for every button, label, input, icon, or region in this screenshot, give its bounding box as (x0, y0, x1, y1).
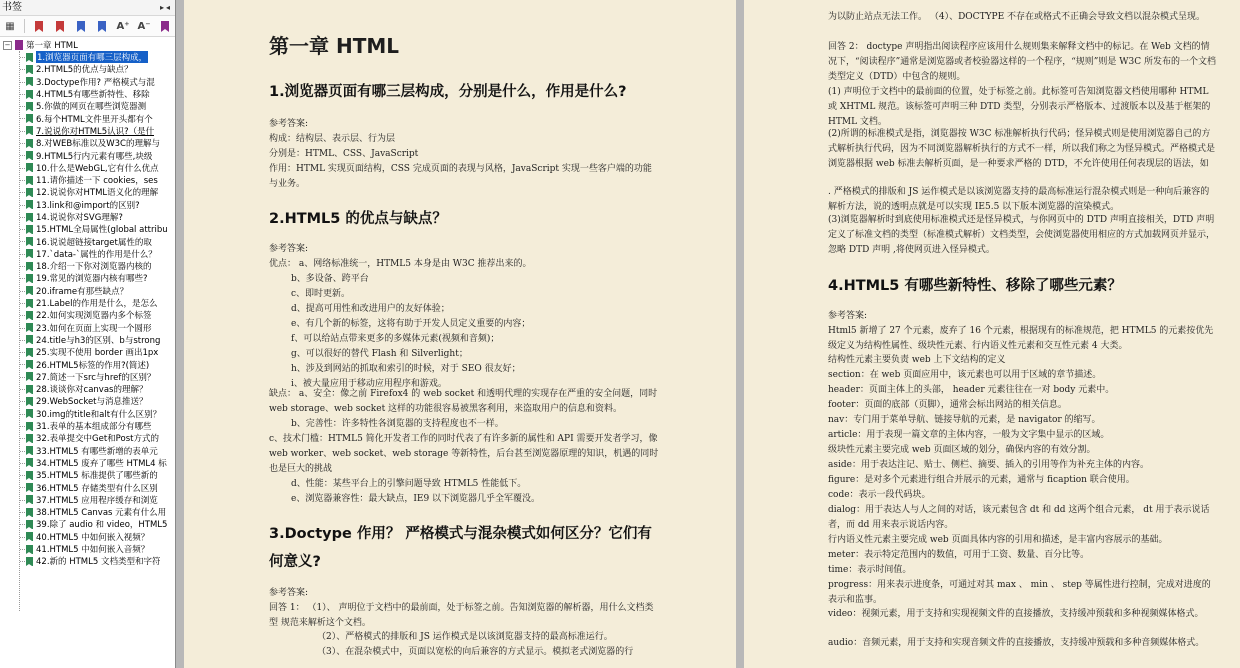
bookmark-item[interactable] (0, 223, 175, 235)
pros-item: i、被大量应用于移动应用程序和游戏。 (291, 379, 447, 389)
bookmark-icon (26, 126, 33, 135)
bookmark-item[interactable] (0, 137, 175, 149)
bookmark-item[interactable] (0, 88, 175, 100)
question-1-title: 1.浏览器页面有哪三层构成，分别是什么，作用是什么? (269, 84, 627, 100)
bookmark-item-label: 27.简述一下src与href的区别？ (36, 372, 156, 383)
panel-collapse-arrows-icon[interactable]: ▸◂ (159, 3, 172, 12)
bookmarks-title: 书签 (2, 2, 22, 13)
bookmark-item[interactable] (0, 63, 175, 75)
q4-line: code：表示一段代码块。 (828, 490, 931, 500)
bookmark-item-label: 18.介绍一下你对浏览器内核的 (36, 262, 152, 273)
bookmark-item-label: 41.HTML5 中如何嵌入音频？ (36, 545, 150, 556)
bookmark-item-label: 26.HTML5标签的作用?(简述) (36, 360, 150, 371)
pros-first: 优点： a、网络标准统一，HTML5 本身是由 W3C 推荐出来的。 (269, 259, 532, 269)
bookmark-item-label: 13.link和@import的区别? (36, 200, 140, 211)
q3-answer-2: （2）、严格模式的排版和 JS 运作模式是以该浏览器支持的最高标准运行。 (317, 632, 613, 642)
bookmark-icon (26, 53, 33, 62)
toolbar-divider (24, 19, 25, 33)
bookmark-item[interactable] (0, 248, 175, 260)
bookmark-item-label: 14.说说你对SVG理解? (36, 213, 123, 223)
bookmark-item-label: 19.常见的浏览器内核有哪些? (36, 274, 148, 285)
bookmark-tree (0, 37, 175, 567)
bookmark-item-label: 30.img的title和alt有什么区别？ (36, 409, 162, 420)
bookmark-item-label: 38.HTML5 Canvas 元素有什么用 (36, 508, 167, 519)
bookmark-item-label: 21.Label的作用是什么，是怎么 (36, 299, 158, 310)
chapter-title: 第一章 HTML (269, 34, 399, 58)
bookmark-icon (26, 286, 33, 295)
bookmark-icon (26, 188, 33, 197)
q4-line: aside：用于表达注记、贴士、侧栏、摘要、插入的引用等作为补充主体的内容。 (828, 460, 1149, 470)
q4-line: Html5 新增了 27 个元素，废弃了 16 个元素，根据现有的标准规范，把 HTML5 的元素按优先级定义为结构性属性、级块性元素、行内语义性元素和交互性元素 4 大类。 (828, 326, 1214, 351)
bookmark-item[interactable] (0, 494, 175, 506)
bookmark-item-label: 9.HTML5行内元素有哪些,块级 (36, 151, 153, 162)
document-page-left (184, 0, 736, 668)
bookmark-item[interactable] (0, 506, 175, 518)
bookmark-icon (26, 200, 33, 209)
bookmark-icon (26, 532, 33, 541)
q4-line: meter：表示特定范围内的数值，可用于工资、数量、百分比等。 (828, 550, 1090, 560)
bookmarks-panel-header (0, 0, 175, 16)
q3-answer-3: （3）、在混杂模式中，页面以宽松的向后兼容的方式显示。模拟老式浏览器的行 (317, 647, 634, 657)
bookmark-icon (26, 213, 33, 222)
document-page-right (744, 0, 1240, 668)
answer-label: 参考答案: (828, 311, 868, 321)
bookmark-item-label: 12.说说你对HTML语义化的理解 (36, 188, 159, 199)
q4-line: 行内语义性元素主要完成 web 页面具体内容的引用和描述，是丰富内容展示的基础。 (828, 535, 1168, 545)
pros-item: c、即时更新。 (291, 289, 351, 299)
bookmark-item-label: 4.HTML5有哪些新特性、移除 (36, 90, 150, 101)
q4-line: figure：是对多个元素进行组合并展示的元素，通常与 ficaption 联合使用。 (828, 475, 1135, 485)
bookmark-item-label: 6.每个HTML文件里开头都有个 (36, 114, 153, 125)
bookmark-item-label: 40.HTML5 中如何嵌入视频？ (36, 532, 150, 543)
bookmark-icon (26, 77, 33, 86)
bookmark-item[interactable] (0, 235, 175, 247)
q1-line: 分别是：HTML、CSS、JavaScript (269, 149, 419, 159)
bookmark-find-icon[interactable] (95, 19, 109, 33)
bookmark-icon (26, 557, 33, 566)
bookmark-item[interactable] (0, 174, 175, 186)
bookmark-item[interactable] (0, 100, 175, 112)
bookmark-item-label: 3.Doctype作用? 严格模式与混 (36, 77, 155, 88)
bookmark-item-label: 23.如何在页面上实现一个圆形 (36, 323, 152, 334)
bookmark-icon (26, 102, 33, 111)
bookmark-icon (26, 483, 33, 492)
bookmark-icon (26, 237, 33, 246)
bookmark-item-label: 8.对WEB标准以及W3C的理解与 (36, 139, 160, 150)
bookmark-item[interactable] (0, 272, 175, 284)
bookmark-item[interactable] (0, 162, 175, 174)
bookmark-item[interactable] (0, 125, 175, 137)
answer-label: 参考答案: (269, 119, 309, 129)
paragraph: (3)浏览器解析时到底使用标准模式还是怪异模式，与你网页中的 DTD 声明直接相关，DTD 声明定义了标准文档的类型（标准模式解析）文档类型，会使浏览器使用相应的方式加载网页并显示，忽略 DTD 声明 ,将使网页进入怪异模式。 (828, 215, 1216, 255)
bookmark-item-label: 28.谈谈你对canvas的理解？ (36, 385, 148, 396)
bookmark-icon (26, 348, 33, 357)
paragraph: (2)所谓的标准模式是指，浏览器按 W3C 标准解析执行代码；怪异模式则是使用浏览器自己的方式解析执行代码，因为不同浏览器解析执行的方式不一样，所以我们称之为怪异模式。严格模式是浏览器根据 web 标准去解析页面，是一种要求严格的 DTD，不允许使用任何表现层的语法，如 (828, 129, 1216, 169)
q4-line: header：页面主体上的头部， header 元素往往在一对 body 元素中。 (828, 385, 1115, 395)
pros-item: f、可以给站点带来更多的多媒体元素(视频和音频)； (291, 334, 500, 344)
bookmark-item-label: 24.title与h3的区别、b与strong (36, 335, 161, 346)
bookmark-properties-icon[interactable] (74, 19, 88, 33)
bookmark-icon (26, 434, 33, 443)
bookmark-icon (26, 471, 33, 480)
bookmark-icon (26, 151, 33, 160)
bookmark-icon (26, 299, 33, 308)
bookmark-item-label: 1.浏览器页面有哪三层构成， (37, 53, 148, 64)
bookmark-item-label: 17.`data-`属性的作用是什么？ (36, 249, 157, 260)
page-gutter (736, 0, 744, 668)
paragraph: 回答 2： doctype 声明指出阅读程序应该用什么规则集来解释文档中的标记。在 Web 文档的情况下，“阅读程序”通常是浏览器或者校验器这样的一个程序，“规则”则是 W3C 所发布的一个文档类型定义（DTD）中包含的规则。 (828, 42, 1216, 82)
cons-item: d、性能：某些平台上的引擎问题导致 HTML5 性能低下。 (291, 479, 527, 489)
pros-item: h、涉及到网站的抓取和索引的时候，对于 SEO 很友好； (291, 364, 521, 374)
bookmark-icon (26, 495, 33, 504)
bookmark-icon (26, 520, 33, 529)
q4-line: section：在 web 页面应用中，该元素也可以用于区域的章节描述。 (828, 370, 1102, 380)
bookmark-item[interactable] (0, 149, 175, 161)
answer-label: 参考答案: (269, 244, 309, 254)
bookmark-item-label: 42.新的 HTML5 文档类型和字符 (36, 557, 161, 568)
question-2-title: 2.HTML5 的优点与缺点？ (269, 211, 447, 227)
bookmark-item[interactable] (0, 408, 175, 420)
bookmark-item[interactable] (0, 445, 175, 457)
question-4-title: 4.HTML5 有哪些新特性、移除了哪些元素？ (828, 278, 1122, 294)
bookmark-root[interactable] (0, 39, 175, 51)
q4-line: 结构性元素主要负责 web 上下文结构的定义 (828, 355, 1006, 365)
bookmark-item[interactable] (0, 322, 175, 334)
bookmark-item[interactable] (0, 481, 175, 493)
bookmark-add-icon[interactable] (32, 19, 46, 33)
q4-line: progress：用来表示进度条，可通过对其 max 、 min 、 step 等属性进行控制，完成对进度的表示和监事。 (828, 580, 1211, 605)
bookmark-item-label: 29.WebSocket与消息推送？ (36, 397, 148, 408)
bookmark-delete-icon[interactable] (53, 19, 67, 33)
bookmark-item-label: 39.除了 audio 和 video，HTML5 (36, 520, 168, 531)
bookmark-item[interactable] (0, 285, 175, 297)
bookmark-icon (26, 274, 33, 283)
bookmark-item[interactable] (0, 186, 175, 198)
pros-item: b、多设备、跨平台 (291, 274, 369, 284)
pros-item: e、有几个新的标签，这将有助于开发人员定义重要的内容； (291, 319, 531, 329)
bookmark-icon (26, 323, 33, 332)
bookmark-item[interactable] (0, 543, 175, 555)
bookmark-item-label: 7.说说你对HTML5认识?（是什 (36, 126, 155, 137)
bookmarks-panel (0, 0, 176, 668)
bookmark-icon (26, 446, 33, 455)
bookmark-item[interactable] (0, 76, 175, 88)
bookmark-icon (26, 422, 33, 431)
cons-item: c、技术门槛：HTML5 简化开发者工作的同时代表了有许多新的属性和 API 需要开发者学习，像 web worker、web socket、web storage 等新特性，后台甚至浏览器原理的知识，机遇的同时也是巨大的挑战 (269, 434, 659, 474)
bookmark-item[interactable] (0, 358, 175, 370)
bookmark-item[interactable] (0, 395, 175, 407)
pros-item: d、提高可用性和改进用户的友好体验； (291, 304, 450, 314)
bookmark-icon (26, 225, 33, 234)
bookmark-icon (26, 372, 33, 381)
bookmark-item[interactable] (0, 346, 175, 358)
bookmark-goto-icon[interactable] (158, 19, 172, 33)
bookmark-item[interactable] (0, 371, 175, 383)
bookmarks-toolbar (0, 16, 175, 37)
font-decrease-icon[interactable]: A⁻ (137, 20, 151, 32)
cons-first: 缺点： a、安全：像之前 Firefox4 的 web socket 和透明代理的实现存在严重的安全问题，同时 web storage、web socket 这样的功能很容易被黑客利用，来盗取用户的信息和资料。 (269, 389, 658, 414)
answer-label: 参考答案: (269, 588, 309, 598)
bookmark-icon (26, 409, 33, 418)
bookmark-icon (26, 163, 33, 172)
q4-line: article：用于表现一篇文章的主体内容，一般为文字集中显示的区域。 (828, 430, 1110, 440)
bookmark-icon (26, 545, 33, 554)
q4-line: nav：专门用于菜单导航、链接导航的元素，是 navigator 的缩写。 (828, 415, 1101, 425)
question-3-title: 3.Doctype 作用？ 严格模式与混杂模式如何区分？它们有何意义? (269, 526, 652, 570)
bookmark-item-label: 37.HTML5 应用程序缓存和浏览 (36, 495, 158, 506)
cons-item: b、完善性：许多特性各浏览器的支持程度也不一样。 (291, 419, 504, 429)
bookmark-icon (26, 458, 33, 467)
bookmark-item-label: 31.表单的基本组成部分有哪些 (36, 422, 152, 433)
bookmark-item[interactable] (0, 297, 175, 309)
bookmark-item[interactable] (0, 420, 175, 432)
bookmark-item-label: 20.iframe有那些缺点？ (36, 286, 129, 297)
q4-line: dialog：用于表达人与人之间的对话，该元素包含 dt 和 dd 这两个组合元素， dt 用于表示说话者，而 dd 用来表示说话内容。 (828, 505, 1210, 530)
font-increase-icon[interactable]: A⁺ (116, 20, 130, 32)
bookmark-item[interactable] (0, 260, 175, 272)
bookmark-item[interactable] (0, 531, 175, 543)
bookmark-icon (26, 176, 33, 185)
q4-line: video：视频元素，用于支持和实现视频文件的直接播放，支持缓冲预载和多种视频媒体格式。 (828, 609, 1204, 619)
q4-line: audio：音频元素，用于支持和实现音频文件的直接播放，支持缓冲预载和多种音频媒体格式。 (828, 638, 1205, 648)
bookmark-item-label: 10.什么是WebGL,它有什么优点 (36, 163, 159, 174)
bookmark-icon (26, 90, 33, 99)
bookmark-icon (26, 65, 33, 74)
pros-item: g、可以很好的替代 Flash 和 Silverlight； (291, 349, 468, 359)
bookmark-item-label: 11.请你描述一下 cookies，ses (36, 176, 158, 187)
q1-line: 作用：HTML 实现页面结构，CSS 完成页面的表现与风格，JavaScript 实现一些客户端的功能与业务。 (269, 164, 652, 189)
bookmark-item[interactable] (0, 457, 175, 469)
bookmark-item[interactable] (0, 432, 175, 444)
bookmark-icon (26, 360, 33, 369)
bookmark-item-label: 25.实现不使用 border 画出1px (36, 348, 159, 359)
bookmark-item-label: 16.说说超链接target属性的取 (36, 237, 152, 248)
bookmark-item-label: 15.HTML全局属性(global attribu (36, 225, 168, 236)
bookmark-item-label: 32.表单提交中Get和Post方式的 (36, 434, 159, 445)
bookmark-icon (26, 114, 33, 123)
bookmark-item[interactable] (0, 199, 175, 211)
bookmark-icon (26, 397, 33, 406)
bookmark-item-label: 5.你做的网页在哪些浏览器测 (36, 102, 147, 113)
bookmark-item[interactable] (0, 383, 175, 395)
bookmark-item-label: 22.如何实现浏览器内多个标签 (36, 311, 152, 322)
q4-line: footer：页面的底部（页脚），通常会标出网站的相关信息。 (828, 400, 1067, 410)
bookmark-icon (26, 249, 33, 258)
q3-answer-1: 回答 1： （1）、 声明位于文档中的最前面，处于标签之前。告知浏览器的解析器，用什么文档类型 规范来解析这个文档。 (269, 603, 654, 628)
bookmark-item[interactable] (0, 309, 175, 321)
q4-line: 级块性元素主要完成 web 页面区域的划分，确保内容的有效分割。 (828, 445, 1096, 455)
bookmark-icon (26, 335, 33, 344)
expand-all-icon[interactable]: ▦ (5, 20, 15, 32)
bookmark-icon (26, 262, 33, 271)
bookmark-item[interactable] (0, 555, 175, 567)
bookmark-icon (26, 385, 33, 394)
bookmark-item[interactable] (0, 51, 175, 63)
bookmark-item[interactable] (0, 334, 175, 346)
q4-line: time：表示时间值。 (828, 565, 912, 575)
bookmark-item-label: 36.HTML5 存储类型有什么区别 (36, 483, 158, 494)
bookmark-item[interactable] (0, 112, 175, 124)
bookmark-item-label: 2.HTML5的优点与缺点？ (36, 65, 133, 76)
bookmark-root-label: 第一章 HTML (26, 41, 78, 51)
bookmark-icon (26, 139, 33, 148)
cons-item: e、浏览器兼容性：最大缺点，IE9 以下浏览器几乎全军覆没。 (291, 494, 541, 504)
bookmark-icon (15, 40, 23, 50)
bookmark-icon (26, 311, 33, 320)
bookmark-item-label: 35.HTML5 标准提供了哪些新的 (36, 471, 158, 482)
q1-line: 构成：结构层、表示层、行为层 (269, 134, 396, 144)
paragraph: . 严格模式的排版和 JS 运作模式是以该浏览器支持的最高标准运行混杂模式则是一种向后兼容的解析方法，说的透明点就是可以实现 IE5.5 以下版本浏览器的渲染模式。 (828, 187, 1210, 212)
paragraph: (1) 声明位于文档中的最前面的位置，处于标签之前。此标签可告知浏览器文档使用哪种 HTML 或 XHTML 规范。该标签可声明三种 DTD 类型，分别表示严格版本、过渡版本以及基于框架的 HTML 文档。 (828, 87, 1211, 127)
bookmark-item-label: 33.HTML5 有哪些新增的表单元 (36, 446, 158, 457)
bookmark-item[interactable] (0, 518, 175, 530)
paragraph: 为以防止站点无法工作。 （4）、DOCTYPE 不存在或格式不正确会导致文档以混杂模式呈现。 (828, 12, 1206, 22)
bookmark-item[interactable] (0, 469, 175, 481)
bookmark-item-label: 34.HTML5 废弃了哪些 HTML4 标 (36, 458, 167, 469)
bookmark-icon (26, 508, 33, 517)
bookmark-item[interactable] (0, 211, 175, 223)
collapse-toggle-icon[interactable]: − (4, 40, 11, 49)
